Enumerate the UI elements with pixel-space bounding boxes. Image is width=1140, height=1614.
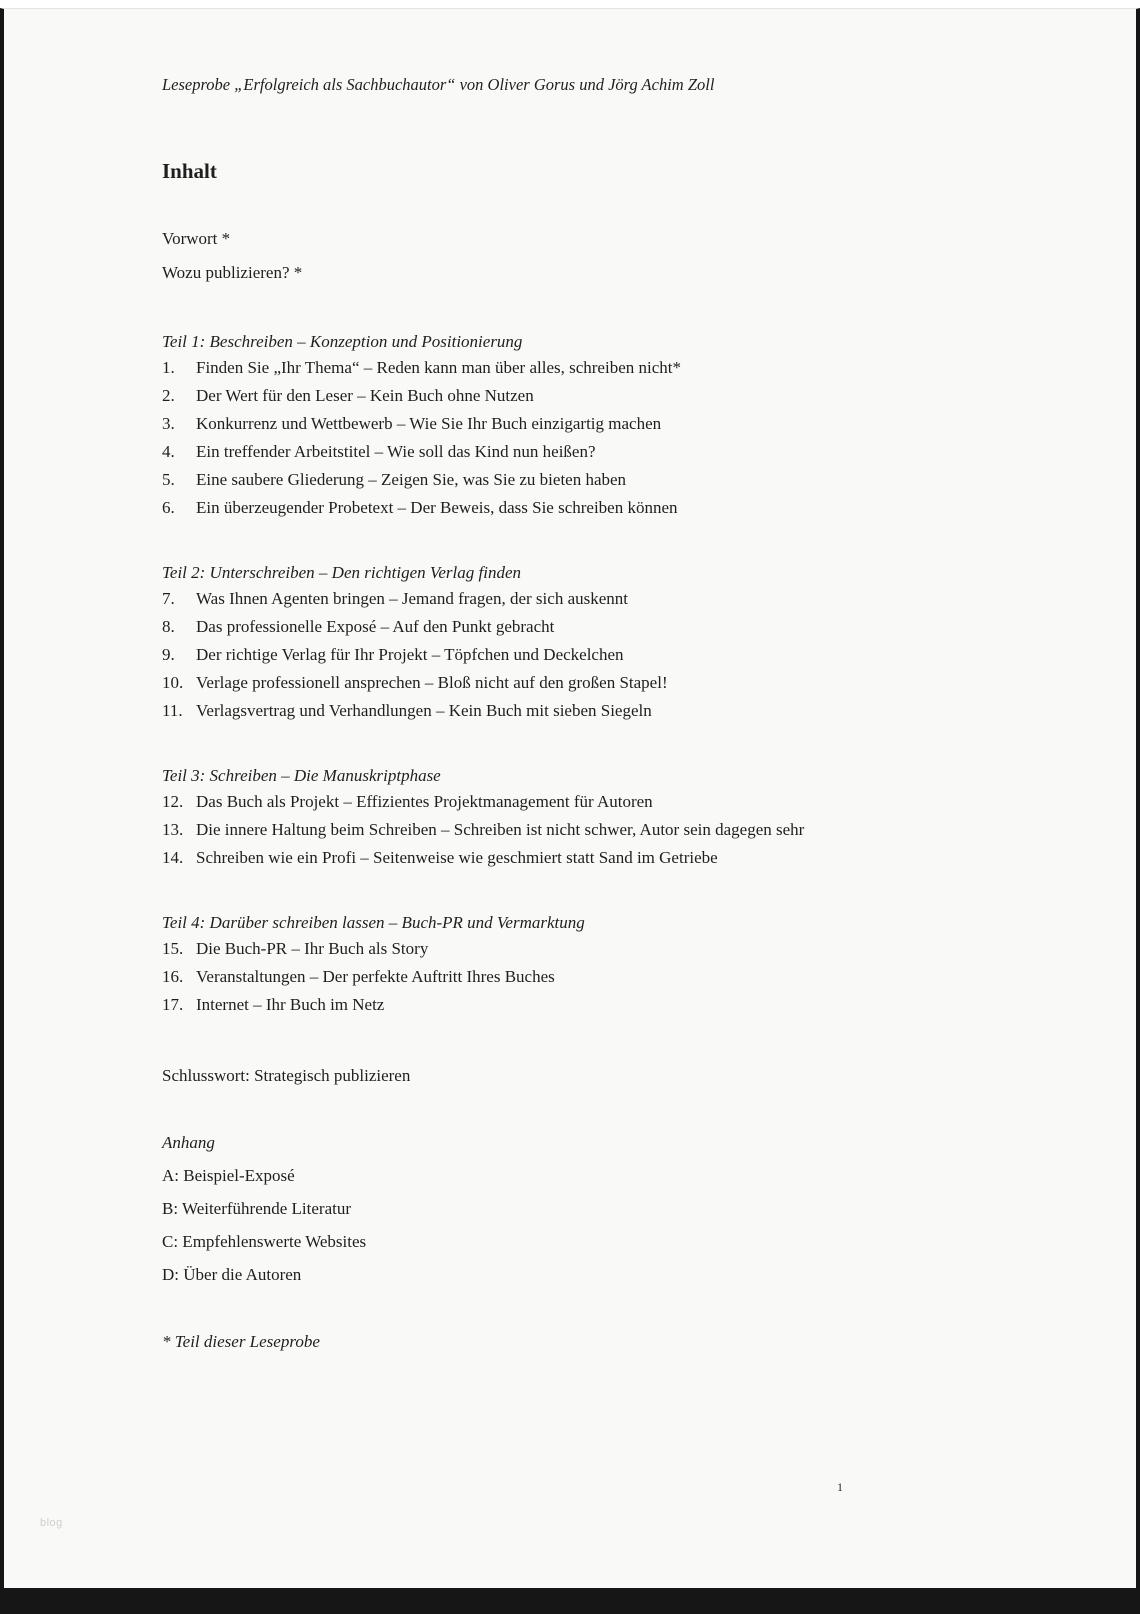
- toc-section-teil-1: [162, 331, 864, 522]
- item-number: 15.: [162, 939, 184, 958]
- item-number: 14.: [162, 848, 184, 867]
- item-number: 6.: [162, 498, 175, 517]
- toc-item: [162, 697, 864, 725]
- item-text: Der Wert für den Leser – Kein Buch ohne Nutzen: [196, 386, 534, 405]
- toc-item: [162, 844, 864, 872]
- item-number: 9.: [162, 645, 175, 664]
- watermark-text: blog: [40, 1517, 63, 1529]
- document-page: [0, 8, 1140, 1588]
- item-text: Internet – Ihr Buch im Netz: [196, 995, 385, 1014]
- item-text: Ein überzeugender Probetext – Der Beweis, dass Sie schreiben können: [196, 498, 678, 517]
- item-number: 4.: [162, 442, 175, 461]
- page-title: Inhalt: [162, 159, 217, 183]
- item-number: 12.: [162, 792, 184, 811]
- toc-item: [162, 991, 864, 1019]
- item-number: 16.: [162, 967, 184, 986]
- toc-item: [162, 613, 864, 641]
- appendix-item: C: Empfehlenswerte Websites: [162, 1232, 367, 1251]
- item-number: 5.: [162, 470, 175, 489]
- toc-item: [162, 963, 864, 991]
- item-text: Finden Sie „Ihr Thema“ – Reden kann man über alles, schreiben nicht*: [196, 358, 681, 377]
- section-heading: Teil 2: Unterschreiben – Den richtigen Verlag finden: [162, 563, 521, 582]
- item-text: Eine saubere Gliederung – Zeigen Sie, was Sie zu bieten haben: [196, 470, 627, 489]
- toc-item: [162, 935, 864, 963]
- item-number: 17.: [162, 995, 184, 1014]
- item-text: Das professionelle Exposé – Auf den Punkt gebracht: [196, 617, 555, 636]
- document-content: [4, 9, 864, 1352]
- item-number: 11.: [162, 701, 183, 720]
- item-text: Das Buch als Projekt – Effizientes Projektmanagement für Autoren: [196, 792, 653, 811]
- toc-front-item-vorwort: Vorwort *: [162, 229, 231, 248]
- item-text: Der richtige Verlag für Ihr Projekt – Töpfchen und Deckelchen: [196, 645, 624, 664]
- toc-list: [162, 354, 864, 522]
- section-heading: Teil 4: Darüber schreiben lassen – Buch-PR und Vermarktung: [162, 913, 585, 932]
- toc-item: [162, 641, 864, 669]
- toc-list: [162, 585, 864, 725]
- item-text: Verlage professionell ansprechen – Bloß nicht auf den großen Stapel!: [196, 673, 668, 692]
- item-number: 2.: [162, 386, 175, 405]
- toc-item: [162, 410, 864, 438]
- appendix-item: D: Über die Autoren: [162, 1265, 302, 1284]
- appendix-item: B: Weiterführende Literatur: [162, 1199, 352, 1218]
- item-text: Konkurrenz und Wettbewerb – Wie Sie Ihr Buch einzigartig machen: [196, 414, 662, 433]
- appendix-item: A: Beispiel-Exposé: [162, 1166, 295, 1185]
- section-heading: Teil 1: Beschreiben – Konzeption und Positionierung: [162, 332, 523, 351]
- item-number: 7.: [162, 589, 175, 608]
- item-text: Die Buch-PR – Ihr Buch als Story: [196, 939, 429, 958]
- leseprobe-footnote: * Teil dieser Leseprobe: [162, 1332, 320, 1351]
- toc-front-item-wozu: Wozu publizieren? *: [162, 263, 303, 282]
- toc-item: [162, 466, 864, 494]
- item-text: Schreiben wie ein Profi – Seitenweise wie geschmiert statt Sand im Getriebe: [196, 848, 718, 867]
- toc-item: [162, 438, 864, 466]
- item-number: 1.: [162, 358, 175, 377]
- toc-section-teil-4: [162, 912, 864, 1019]
- toc-list: [162, 788, 864, 872]
- appendix-heading: Anhang: [162, 1133, 215, 1152]
- toc-item: [162, 382, 864, 410]
- toc-list: [162, 935, 864, 1019]
- closing-line: Schlusswort: Strategisch publizieren: [162, 1066, 411, 1085]
- item-number: 13.: [162, 820, 184, 839]
- toc-item: [162, 669, 864, 697]
- toc-item: [162, 585, 864, 613]
- toc-section-teil-2: [162, 562, 864, 725]
- item-number: 3.: [162, 414, 175, 433]
- item-text: Veranstaltungen – Der perfekte Auftritt Ihres Buches: [196, 967, 555, 986]
- page-number: 1: [837, 1480, 843, 1494]
- toc-item: [162, 494, 864, 522]
- item-number: 8.: [162, 617, 175, 636]
- toc-item: [162, 788, 864, 816]
- document-header: Leseprobe „Erfolgreich als Sachbuchautor“ von Oliver Gorus und Jörg Achim Zoll: [162, 75, 715, 94]
- toc-item: [162, 816, 864, 844]
- item-text: Die innere Haltung beim Schreiben – Schreiben ist nicht schwer, Autor sein dagegen sehr: [196, 820, 805, 839]
- bottom-border: [0, 1588, 1140, 1614]
- item-number: 10.: [162, 673, 184, 692]
- item-text: Verlagsvertrag und Verhandlungen – Kein Buch mit sieben Siegeln: [196, 701, 652, 720]
- item-text: Ein treffender Arbeitstitel – Wie soll das Kind nun heißen?: [196, 442, 596, 461]
- toc-section-teil-3: [162, 765, 864, 872]
- item-text: Was Ihnen Agenten bringen – Jemand fragen, der sich auskennt: [196, 589, 628, 608]
- section-heading: Teil 3: Schreiben – Die Manuskriptphase: [162, 766, 441, 785]
- toc-item: [162, 354, 864, 382]
